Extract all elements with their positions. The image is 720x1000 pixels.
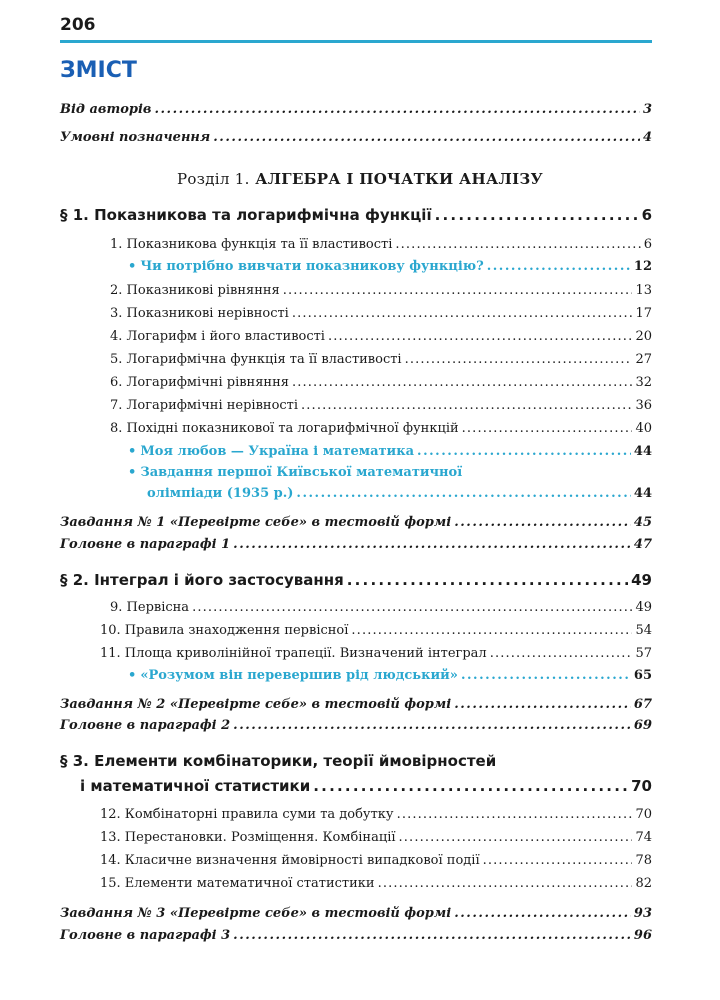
entry-page: 74 (635, 830, 652, 845)
entry-page: 96 (633, 928, 652, 943)
toc-chapter-3-line2[interactable] (80, 777, 652, 795)
entry-page: 40 (635, 421, 652, 436)
entry-label: Головне в параграфі 1 (60, 537, 231, 552)
toc-chapter-3-line1[interactable]: § 3. Елементи комбінаторики, теорії ймовірностей (60, 752, 497, 770)
leader-dots (292, 305, 633, 323)
chapter-label: § 2. Інтеграл і його застосування (60, 571, 344, 589)
toc-item[interactable] (110, 420, 652, 438)
leader-dots (454, 905, 631, 923)
leader-dots (395, 236, 640, 254)
leader-dots (490, 645, 633, 663)
entry-label: 8. Похідні показникової та логарифмічної функцій (110, 421, 459, 436)
entry-page: 17 (635, 306, 652, 321)
toc-item-extra-line1[interactable] (128, 464, 462, 482)
toc-item-extra[interactable] (128, 443, 652, 461)
entry-page: 6 (641, 206, 652, 224)
page-number: 206 (60, 15, 96, 35)
entry-page: 45 (633, 515, 652, 530)
leader-dots (313, 777, 628, 795)
entry-label: 14. Класичне визначення ймовірності випадкової події (100, 853, 480, 868)
entry-label: 10. Правила знаходження первісної (100, 623, 349, 638)
toc-chapter-2[interactable] (60, 571, 652, 589)
toc-item[interactable] (110, 397, 652, 415)
entry-page: 13 (635, 283, 652, 298)
toc-item[interactable] (100, 645, 652, 663)
toc-item[interactable] (100, 875, 652, 893)
leader-dots (233, 717, 631, 735)
toc-item[interactable] (110, 599, 652, 617)
leader-dots (399, 829, 633, 847)
entry-label: Умовні позначення (60, 130, 211, 145)
entry-page: 20 (635, 329, 652, 344)
leader-dots (296, 485, 631, 503)
toc-item[interactable] (110, 328, 652, 346)
entry-label: Моя любов — Україна і математика (140, 444, 415, 459)
entry-label: 5. Логарифмічна функція та її властивості (110, 352, 402, 367)
toc-test-2[interactable] (60, 696, 652, 714)
leader-dots (283, 282, 633, 300)
leader-dots (301, 397, 632, 415)
entry-page: 70 (635, 807, 652, 822)
toc-summary-1[interactable] (60, 536, 652, 554)
leader-dots (213, 129, 640, 147)
entry-label: 15. Елементи математичної статистики (100, 876, 375, 891)
leader-dots (233, 927, 631, 945)
toc-entry-authors[interactable] (60, 101, 652, 119)
bullet-icon: • (128, 259, 137, 274)
entry-label: Від авторів (60, 102, 152, 117)
section-lead: Розділ 1. (177, 170, 250, 188)
leader-dots (192, 599, 632, 617)
entry-page: 6 (643, 237, 652, 252)
entry-label: Завдання № 2 «Перевірте себе» в тестовій формі (60, 697, 452, 712)
toc-item-extra-line2[interactable] (147, 485, 652, 503)
leader-dots (435, 206, 639, 224)
entry-label: Завдання першої Київської математичної (140, 465, 463, 480)
entry-label: 11. Площа криволінійної трапеції. Визначений інтеграл (100, 646, 487, 661)
toc-item[interactable] (110, 305, 652, 323)
entry-label: 12. Комбінаторні правила суми та добутку (100, 807, 394, 822)
toc-item[interactable] (110, 374, 652, 392)
leader-dots (461, 667, 631, 685)
entry-label: олімпіади (1935 р.) (147, 486, 294, 501)
entry-label: Чи потрібно вивчати показникову функцію? (140, 259, 484, 274)
entry-label: 13. Перестановки. Розміщення. Комбінації (100, 830, 396, 845)
leader-dots (454, 696, 631, 714)
toc-item[interactable] (100, 806, 652, 824)
toc-item[interactable] (100, 829, 652, 847)
toc-summary-2[interactable] (60, 717, 652, 735)
entry-label: 3. Показникові нерівності (110, 306, 289, 321)
entry-label: 7. Логарифмічні нерівності (110, 398, 299, 413)
entry-page: 65 (633, 668, 652, 683)
entry-page: 3 (642, 102, 652, 117)
entry-page: 54 (635, 623, 652, 638)
page-title: ЗМІСТ (60, 58, 137, 83)
bullet-icon: • (128, 668, 137, 683)
entry-page: 32 (635, 375, 652, 390)
leader-dots (351, 622, 632, 640)
leader-dots (154, 101, 640, 119)
toc-entry-legend[interactable] (60, 129, 652, 147)
toc-item[interactable] (110, 351, 652, 369)
entry-page: 49 (635, 600, 652, 615)
entry-page: 70 (631, 777, 652, 795)
entry-page: 67 (633, 697, 652, 712)
toc-chapter-1[interactable] (60, 206, 652, 224)
entry-label: Головне в параграфі 2 (60, 718, 231, 733)
entry-page: 4 (642, 130, 652, 145)
section-name: АЛГЕБРА І ПОЧАТКИ АНАЛІЗУ (255, 170, 543, 188)
entry-page: 12 (633, 259, 652, 274)
entry-label: 4. Логарифм і його властивості (110, 329, 325, 344)
leader-dots (233, 536, 631, 554)
section-heading (0, 170, 720, 188)
toc-item-extra[interactable] (128, 667, 652, 685)
leader-dots (397, 806, 633, 824)
toc-item-extra[interactable] (128, 258, 652, 276)
leader-dots (378, 875, 633, 893)
toc-item[interactable] (100, 852, 652, 870)
entry-page: 36 (635, 398, 652, 413)
bullet-icon: • (128, 465, 137, 480)
entry-label: Головне в параграфі 3 (60, 928, 231, 943)
toc-item[interactable] (110, 282, 652, 300)
bullet-icon: • (128, 444, 137, 459)
top-rule (60, 40, 652, 43)
entry-label: Завдання № 1 «Перевірте себе» в тестовій формі (60, 515, 452, 530)
entry-page: 93 (633, 906, 652, 921)
entry-label: Завдання № 3 «Перевірте себе» в тестовій формі (60, 906, 452, 921)
toc-item[interactable] (110, 236, 652, 254)
entry-label: «Розумом він перевершив рід людський» (140, 668, 458, 683)
entry-page: 78 (635, 853, 652, 868)
entry-page: 69 (633, 718, 652, 733)
leader-dots (292, 374, 633, 392)
entry-label: 9. Первісна (110, 600, 190, 615)
leader-dots (417, 443, 631, 461)
entry-page: 82 (635, 876, 652, 891)
toc-test-3[interactable] (60, 905, 652, 923)
leader-dots (487, 258, 631, 276)
toc-summary-3[interactable] (60, 927, 652, 945)
chapter-label: і математичної статистики (80, 777, 311, 795)
entry-label: 1. Показникова функція та її властивості (110, 237, 393, 252)
entry-page: 47 (633, 537, 652, 552)
entry-page: 44 (633, 486, 652, 501)
chapter-label: § 1. Показникова та логарифмічна функції (60, 206, 432, 224)
entry-page: 44 (633, 444, 652, 459)
leader-dots (483, 852, 633, 870)
entry-label: 2. Показникові рівняння (110, 283, 280, 298)
toc-test-1[interactable] (60, 514, 652, 532)
entry-page: 27 (635, 352, 652, 367)
leader-dots (454, 514, 631, 532)
entry-page: 49 (631, 571, 652, 589)
entry-page: 57 (635, 646, 652, 661)
leader-dots (347, 571, 628, 589)
entry-label: 6. Логарифмічні рівняння (110, 375, 289, 390)
leader-dots (328, 328, 632, 346)
leader-dots (405, 351, 633, 369)
toc-item[interactable] (100, 622, 652, 640)
leader-dots (462, 420, 633, 438)
